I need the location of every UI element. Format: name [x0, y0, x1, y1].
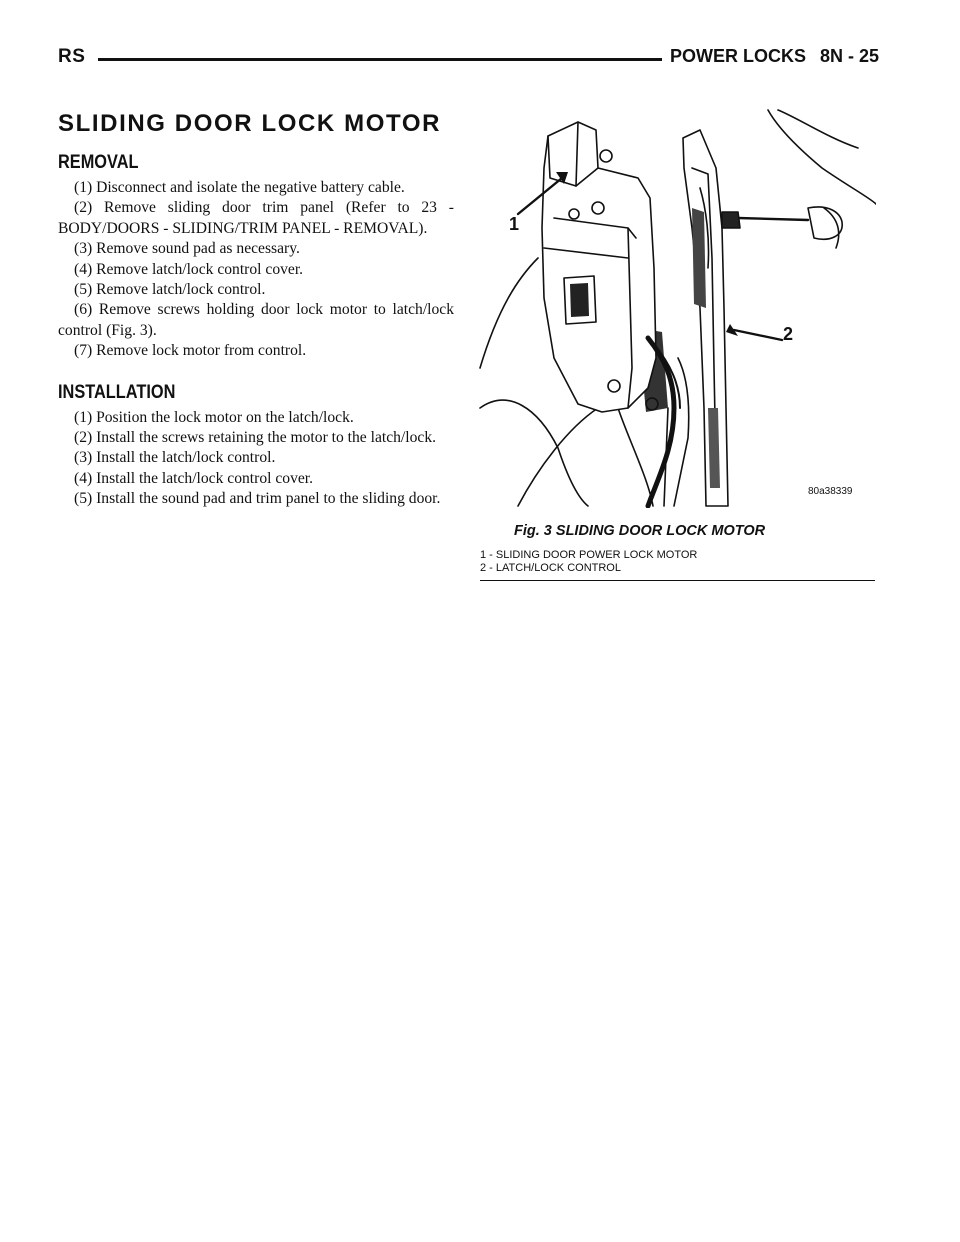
removal-step: (6) Remove screws holding door lock motor to latch/lock control (Fig. 3). — [58, 301, 454, 339]
figure-legend — [480, 549, 875, 575]
installation-step: (5) Install the sound pad and trim panel to the sliding door. — [74, 490, 441, 508]
header-left-code: RS — [58, 46, 86, 67]
removal-steps — [58, 178, 454, 362]
header-rule — [98, 58, 662, 61]
page-number: 8N - 25 — [820, 46, 880, 66]
legend-item: 1 - SLIDING DOOR POWER LOCK MOTOR — [480, 549, 698, 561]
removal-step: (3) Remove sound pad as necessary. — [74, 240, 300, 258]
callout-1: 1 — [508, 214, 519, 234]
removal-step: (2) Remove sliding door trim panel (Refer to 23 - BODY/DOORS - SLIDING/TRIM PANEL - REMOVAL). — [58, 199, 454, 237]
installation-step: (4) Install the latch/lock control cover. — [74, 469, 314, 487]
installation-steps — [58, 408, 454, 510]
removal-step: (7) Remove lock motor from control. — [74, 342, 307, 360]
callout-2: 2 — [782, 324, 793, 344]
figure-caption: Fig. 3 SLIDING DOOR LOCK MOTOR — [514, 523, 766, 539]
page-title: SLIDING DOOR LOCK MOTOR — [58, 110, 442, 137]
installation-heading: INSTALLATION — [58, 381, 176, 403]
legend-item: 2 - LATCH/LOCK CONTROL — [480, 562, 621, 574]
installation-step: (3) Install the latch/lock control. — [74, 449, 276, 467]
figure-rule — [480, 580, 875, 581]
lock-motor-illustration — [478, 108, 876, 508]
figure-code: 80a38339 — [808, 486, 853, 497]
removal-step: (4) Remove latch/lock control cover. — [74, 260, 304, 278]
removal-step: (1) Disconnect and isolate the negative battery cable. — [74, 179, 405, 196]
removal-step: (5) Remove latch/lock control. — [74, 281, 266, 299]
header-right — [670, 46, 879, 67]
installation-step: (2) Install the screws retaining the motor to the latch/lock. — [74, 429, 437, 447]
removal-heading: REMOVAL — [58, 152, 139, 173]
header-section: POWER LOCKS — [670, 46, 807, 66]
installation-step: (1) Position the lock motor on the latch/lock. — [74, 408, 354, 426]
text-column — [58, 110, 454, 510]
